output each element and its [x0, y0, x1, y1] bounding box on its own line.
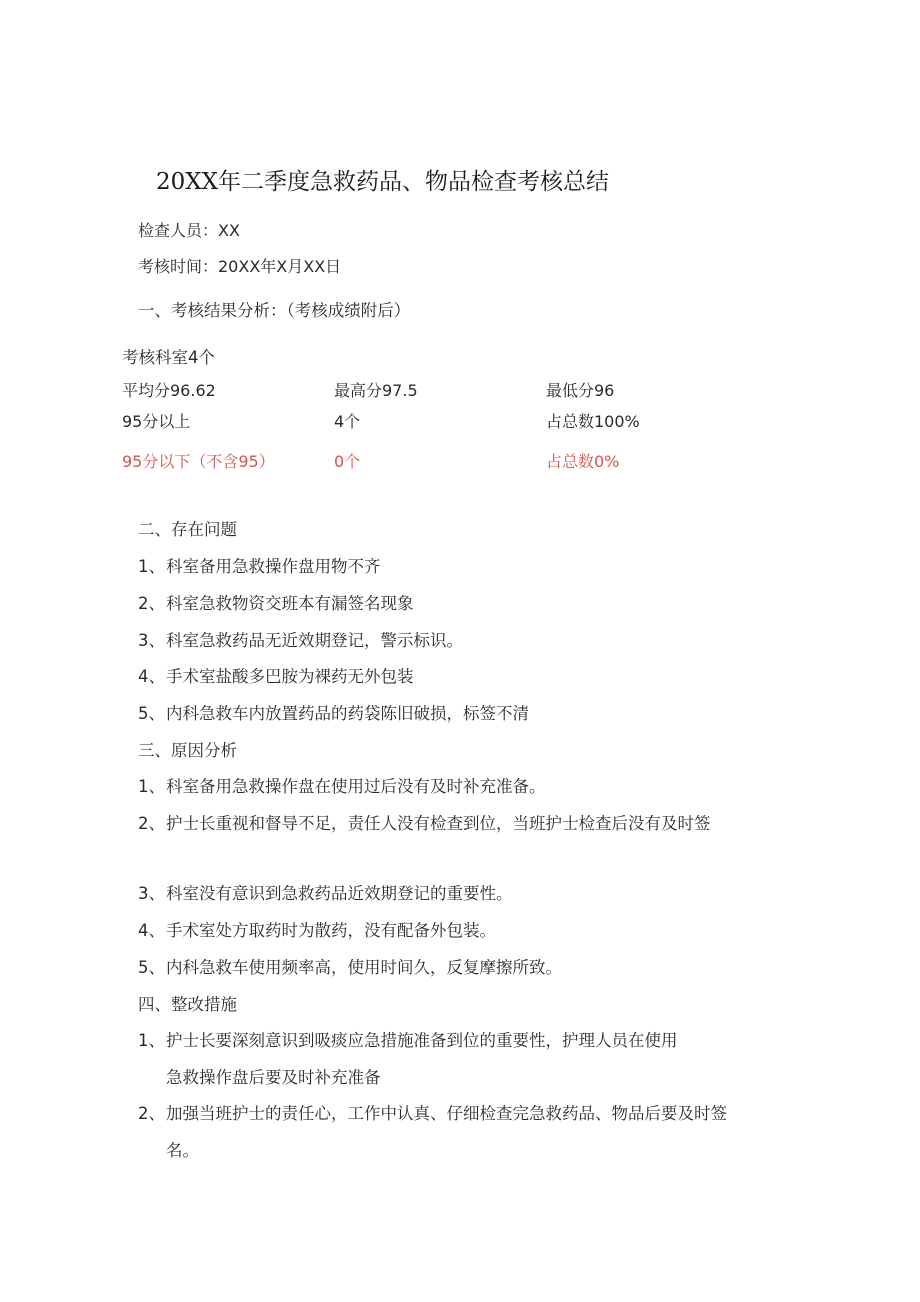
item-text: 手术室盐酸多巴胺为裸药无外包装 — [166, 667, 414, 686]
above-95-count: 4个 — [334, 412, 361, 431]
measure-item — [138, 1027, 678, 1051]
item-number: 2、 — [138, 594, 165, 613]
item-text: 科室急救药品无近效期登记，警示标识。 — [166, 631, 463, 650]
below-95-count: 0个 — [334, 452, 361, 471]
problem-item — [138, 590, 414, 614]
item-number: 3、 — [138, 631, 165, 650]
item-text: 护士长重视和督导不足，责任人没有检查到位，当班护士检查后没有及时签 — [166, 814, 711, 833]
cause-item — [138, 880, 513, 904]
measure-item-continuation: 急救操作盘后要及时补充准备 — [166, 1068, 381, 1087]
item-text: 科室备用急救操作盘用物不齐 — [166, 557, 381, 576]
section1-heading: 一、考核结果分析：（考核成绩附后） — [138, 301, 411, 320]
item-number: 2、 — [138, 1104, 165, 1123]
problem-item — [138, 663, 414, 687]
max-score: 最高分97.5 — [334, 381, 418, 400]
item-number: 5、 — [138, 704, 165, 723]
item-text: 内科急救车内放置药品的药袋陈旧破损，标签不清 — [166, 704, 529, 723]
cause-item — [138, 954, 562, 978]
cause-item — [138, 810, 711, 834]
item-number: 1、 — [138, 777, 165, 796]
dept-count: 考核科室4个 — [122, 348, 215, 367]
below-95-percent: 占总数0% — [546, 452, 620, 471]
cause-item — [138, 917, 496, 941]
measure-item-continuation: 名。 — [166, 1141, 199, 1160]
problem-item — [138, 553, 381, 577]
item-text: 护士长要深刻意识到吸痰应急措施准备到位的重要性，护理人员在使用 — [166, 1031, 678, 1050]
item-number: 1、 — [138, 557, 165, 576]
section4-heading: 四、整改措施 — [138, 995, 237, 1014]
item-text: 手术室处方取药时为散药，没有配备外包装。 — [166, 921, 496, 940]
item-text: 科室备用急救操作盘在使用过后没有及时补充准备。 — [166, 777, 546, 796]
cause-item — [138, 773, 546, 797]
item-text: 科室没有意识到急救药品近效期登记的重要性。 — [166, 884, 513, 903]
min-score: 最低分96 — [546, 381, 615, 400]
measure-item — [138, 1100, 727, 1124]
section3-heading: 三、原因分析 — [138, 741, 237, 760]
avg-score: 平均分96.62 — [122, 381, 216, 400]
problem-item — [138, 700, 529, 724]
section2-heading: 二、存在问题 — [138, 520, 237, 539]
item-number: 2、 — [138, 814, 165, 833]
item-number: 3、 — [138, 884, 165, 903]
exam-time-line: 考核时间：20XX年X月XX日 — [138, 257, 342, 276]
above-95-label: 95分以上 — [122, 412, 191, 431]
below-95-label: 95分以下（不含95） — [122, 452, 275, 471]
item-number: 4、 — [138, 921, 165, 940]
item-number: 4、 — [138, 667, 165, 686]
inspector-line: 检查人员：XX — [138, 221, 240, 240]
above-95-percent: 占总数100% — [546, 412, 640, 431]
item-text: 内科急救车使用频率高，使用时间久，反复摩擦所致。 — [166, 958, 562, 977]
problem-item — [138, 627, 463, 651]
item-text: 科室急救物资交班本有漏签名现象 — [166, 594, 414, 613]
document-title: 20XX年二季度急救药品、物品检查考核总结 — [156, 169, 610, 195]
item-text: 加强当班护士的责任心，工作中认真、仔细检查完急救药品、物品后要及时签 — [166, 1104, 727, 1123]
item-number: 1、 — [138, 1031, 165, 1050]
item-number: 5、 — [138, 958, 165, 977]
